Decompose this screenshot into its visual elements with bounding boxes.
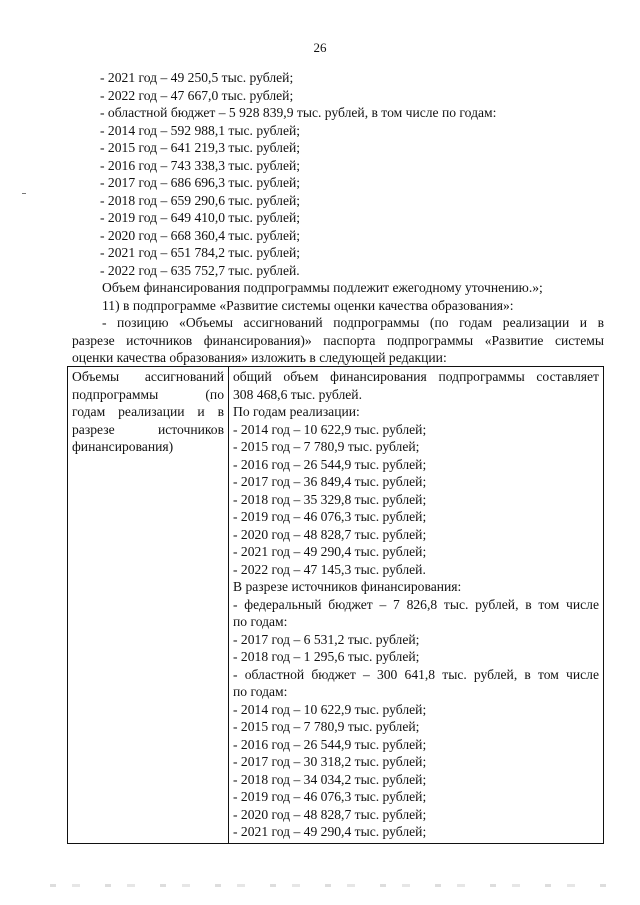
value-line: по годам: xyxy=(233,614,288,629)
value-line: - 2022 год – 47 145,3 тыс. рублей. xyxy=(233,561,426,577)
value-line: - 2017 год – 6 531,2 тыс. рублей; xyxy=(233,631,420,647)
position-paragraph-line: оценки качества образования» изложить в следующей редакции: xyxy=(72,350,447,365)
financing-table xyxy=(67,366,604,844)
margin-mark xyxy=(22,193,26,194)
value-line: - 2019 год – 46 076,3 тыс. рублей; xyxy=(233,509,427,524)
scan-artifact xyxy=(50,884,610,887)
label-line: финансирования) xyxy=(72,439,174,454)
text-line: - 2017 год – 686 696,3 тыс. рублей; xyxy=(100,175,301,190)
value-line: - 2017 год – 30 318,2 тыс. рублей; xyxy=(233,754,427,769)
value-line: По годам реализации: xyxy=(233,404,360,419)
value-line: - 2019 год – 46 076,3 тыс. рублей; xyxy=(233,789,427,804)
text-line: - 2021 год – 651 784,2 тыс. рублей; xyxy=(100,245,301,260)
label-line: подпрограммы (по xyxy=(72,386,224,402)
position-paragraph-line: - позицию «Объемы ассигнований подпрограммы (по годам реализации и в xyxy=(102,315,604,330)
text-line: - 2015 год – 641 219,3 тыс. рублей; xyxy=(100,140,301,155)
value-line: - 2020 год – 48 828,7 тыс. рублей; xyxy=(233,526,427,542)
text-line: - 2022 год – 635 752,7 тыс. рублей. xyxy=(100,262,300,278)
value-line: - 2015 год – 7 780,9 тыс. рублей; xyxy=(233,719,420,734)
value-line: В разрезе источников финансирования: xyxy=(233,579,462,594)
value-line: по годам: xyxy=(233,684,288,699)
text-line: - 2022 год – 47 667,0 тыс. рублей; xyxy=(100,87,294,103)
label-line: годам реализации и в xyxy=(72,404,224,419)
text-line: - 2021 год – 49 250,5 тыс. рублей; xyxy=(100,70,294,85)
value-line: - 2021 год – 49 290,4 тыс. рублей; xyxy=(233,544,427,559)
text-line: - 2018 год – 659 290,6 тыс. рублей; xyxy=(100,192,301,208)
text-line: - 2019 год – 649 410,0 тыс. рублей; xyxy=(100,210,301,225)
label-line: Объемы ассигнований xyxy=(72,369,224,384)
value-line: - 2015 год – 7 780,9 тыс. рублей; xyxy=(233,439,420,454)
value-line: - 2021 год – 49 290,4 тыс. рублей; xyxy=(233,824,427,839)
value-line: - 2016 год – 26 544,9 тыс. рублей; xyxy=(233,736,427,752)
text-line: - 2016 год – 743 338,3 тыс. рублей; xyxy=(100,157,301,173)
table-label-cell xyxy=(68,367,229,844)
value-line: - 2016 год – 26 544,9 тыс. рублей; xyxy=(233,456,427,472)
value-line: общий объем финансирования подпрограммы составляет xyxy=(233,369,599,384)
text-line: - 2020 год – 668 360,4 тыс. рублей; xyxy=(100,227,301,243)
value-line: - 2014 год – 10 622,9 тыс. рублей; xyxy=(233,421,427,437)
value-line: - 2020 год – 48 828,7 тыс. рублей; xyxy=(233,806,427,822)
value-line: - областной бюджет – 300 641,8 тыс. рублей, в том числе xyxy=(233,666,599,682)
value-line: - 2018 год – 1 295,6 тыс. рублей; xyxy=(233,649,420,664)
page-number: 26 xyxy=(313,40,327,55)
refinement-paragraph: Объем финансирования подпрограммы подлежит ежегодному уточнению.»; xyxy=(102,280,543,295)
document-body xyxy=(72,69,604,367)
text-line: - областной бюджет – 5 928 839,9 тыс. рублей, в том числе по годам: xyxy=(100,105,497,120)
value-line: - федеральный бюджет – 7 826,8 тыс. рублей, в том числе xyxy=(233,596,599,612)
item-11-paragraph: 11) в подпрограмме «Развитие системы оценки качества образования»: xyxy=(102,297,514,313)
value-line: - 2014 год – 10 622,9 тыс. рублей; xyxy=(233,701,427,717)
table-value-cell xyxy=(229,367,604,844)
position-paragraph-line: разрезе источников финансирования)» паспорта подпрограммы «Развитие системы xyxy=(72,332,604,348)
table-row xyxy=(68,367,604,844)
value-line: - 2017 год – 36 849,4 тыс. рублей; xyxy=(233,474,427,489)
value-line: 308 468,6 тыс. рублей. xyxy=(233,386,362,402)
label-line: разрезе источников xyxy=(72,421,224,437)
value-line: - 2018 год – 35 329,8 тыс. рублей; xyxy=(233,491,427,507)
text-line: - 2014 год – 592 988,1 тыс. рублей; xyxy=(100,122,301,138)
value-line: - 2018 год – 34 034,2 тыс. рублей; xyxy=(233,771,427,787)
